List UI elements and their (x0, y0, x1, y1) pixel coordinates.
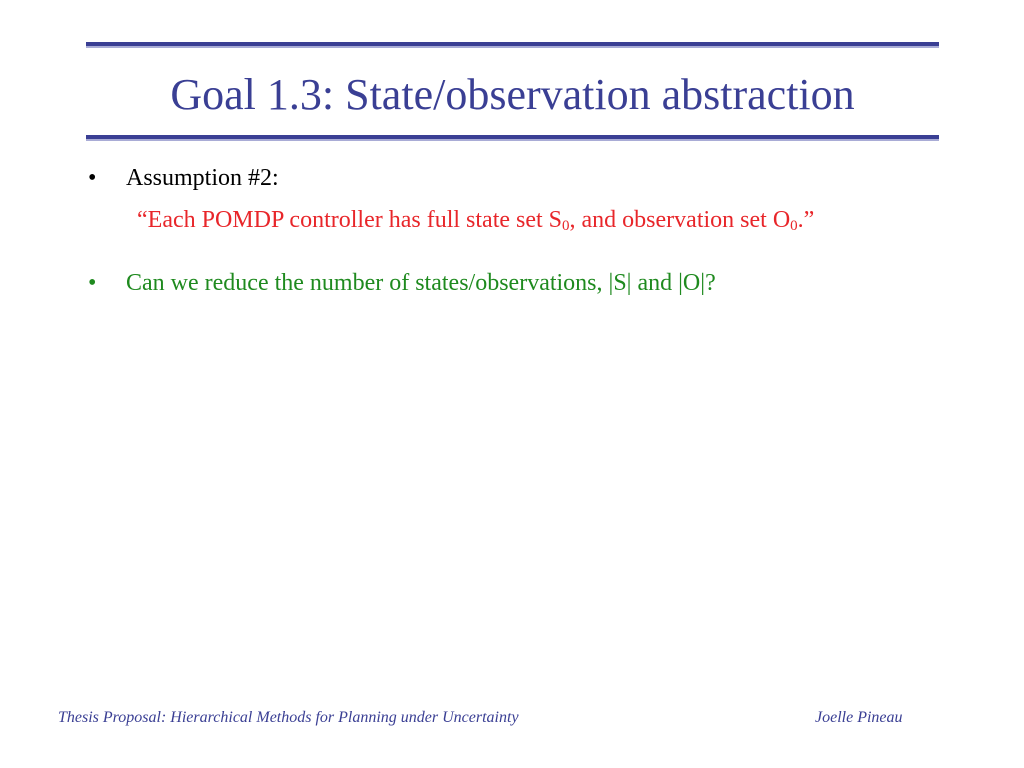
bullet-text: Can we reduce the number of states/observations, |S| and |O|? (126, 270, 716, 296)
quote-part-1: “Each POMDP controller has full state set S (137, 207, 563, 233)
bullet-text: Assumption #2: (126, 165, 279, 191)
title-bottom-rule (86, 135, 939, 139)
quote-part-3: .” (797, 207, 815, 233)
title-top-rule (86, 42, 939, 46)
quote-subscript-2: 0 (790, 218, 798, 234)
bullet-marker: • (88, 270, 97, 296)
quote-part-2: , and observation set O (569, 207, 791, 233)
slide-title: Goal 1.3: State/observation abstraction (170, 70, 855, 119)
bullet-marker: • (88, 165, 97, 191)
footer-author: Joelle Pineau (815, 709, 903, 726)
quote-subscript-1: 0 (562, 218, 570, 234)
footer-title: Thesis Proposal: Hierarchical Methods for Planning under Uncertainty (58, 709, 519, 726)
assumption-quote (137, 205, 814, 235)
